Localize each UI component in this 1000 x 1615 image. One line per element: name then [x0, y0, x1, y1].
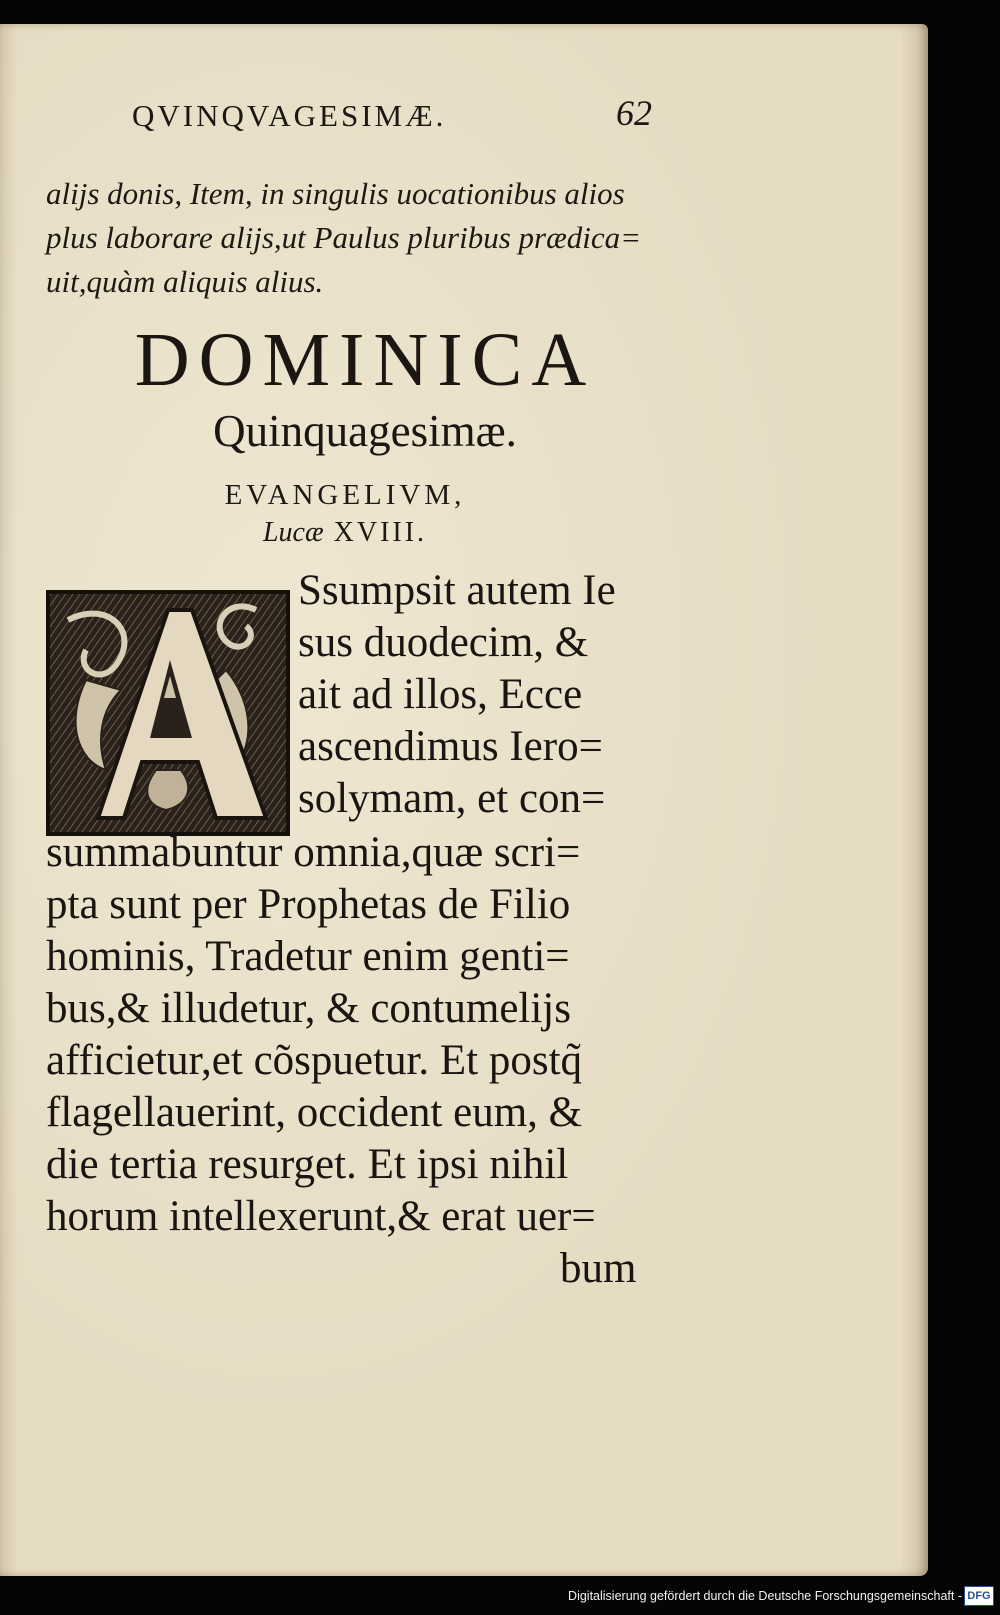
preceding-text-line: uit,quàm aliquis alius. [46, 264, 324, 299]
page-number: 62 [616, 93, 652, 133]
digitization-credit: Digitalisierung gefördert durch die Deutsche Forschungsgemeinschaft - [568, 1589, 962, 1603]
body-line: hominis, Tradetur enim genti= [46, 933, 570, 980]
catchword: bum [560, 1245, 637, 1292]
body-line: die tertia resurget. Et ipsi nihil [46, 1141, 569, 1188]
gospel-reference-book: Lucæ [262, 517, 324, 548]
preceding-text-line: plus laborare alijs,ut Paulus pluribus prædica= [46, 220, 642, 255]
gospel-reference-chapter: XVIII. [333, 517, 428, 548]
preceding-text-line: alijs donis, Item, in singulis uocationibus alios [46, 176, 625, 211]
body-line: afficietur,et cõspuetur. Et postq̃ [46, 1037, 583, 1084]
body-line: summabuntur omnia,quæ scri= [46, 829, 581, 876]
heading-subtitle: Quinquagesimæ. [213, 406, 517, 456]
body-line: pta sunt per Prophetas de Filio [46, 881, 571, 928]
body-line: Ssumpsit autem Ie [298, 567, 616, 614]
body-line: ascendimus Iero= [298, 723, 603, 770]
body-line: sus duodecim, & [298, 619, 589, 666]
running-head-title: QVINQVAGESIMÆ. [132, 98, 447, 133]
body-line: bus,& illudetur, & contumelijs [46, 985, 571, 1032]
body-line: flagellauerint, occident eum, & [46, 1089, 583, 1136]
body-line: solymam, et con= [298, 775, 606, 822]
gospel-label: EVANGELIVM, [224, 479, 466, 511]
body-line: horum intellexerunt,& erat uer= [46, 1193, 596, 1240]
heading-title: DOMINICA [134, 318, 596, 402]
dfg-logo: DFG [964, 1586, 994, 1606]
body-line: ait ad illos, Ecce [298, 671, 583, 718]
